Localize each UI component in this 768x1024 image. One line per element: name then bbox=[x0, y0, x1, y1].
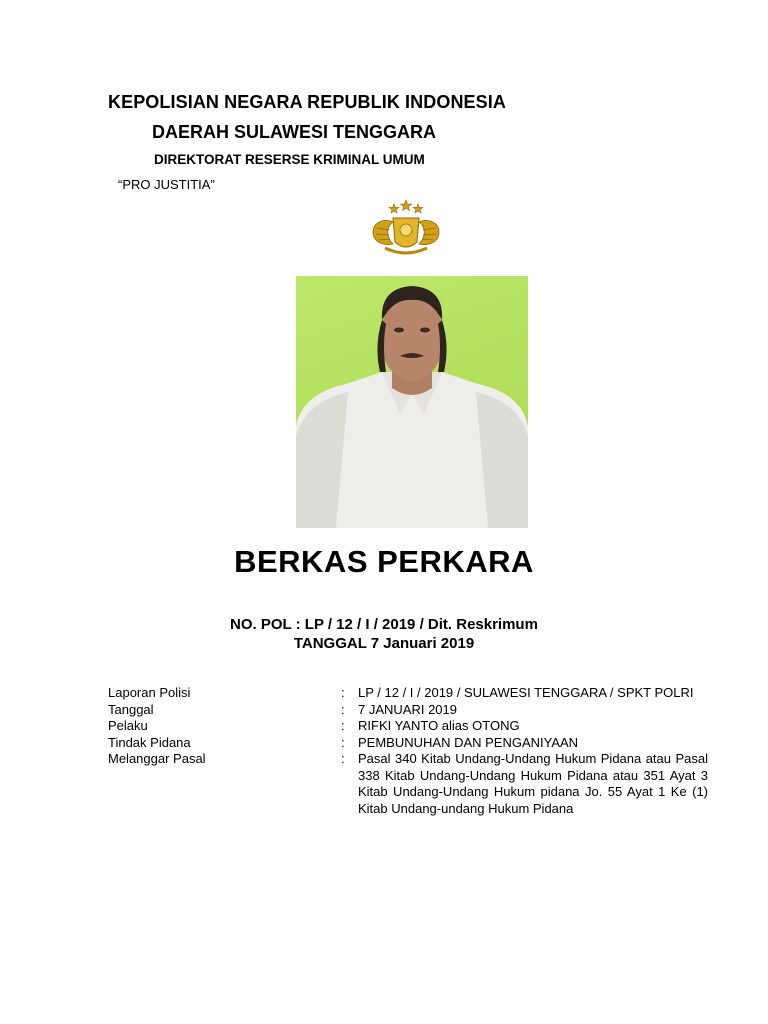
police-emblem-icon bbox=[363, 198, 449, 258]
detail-label: Pelaku bbox=[108, 718, 148, 733]
case-details bbox=[108, 685, 708, 817]
detail-colon: : bbox=[341, 734, 345, 750]
header-region: DAERAH SULAWESI TENGGARA bbox=[152, 122, 437, 142]
detail-value: PEMBUNUHAN DAN PENGANIYAAN bbox=[358, 734, 579, 750]
detail-label: Laporan Polisi bbox=[108, 685, 191, 700]
detail-value: RIFKI YANTO alias OTONG bbox=[358, 718, 520, 733]
detail-row-tindak-pidana bbox=[108, 735, 708, 752]
detail-colon: : bbox=[341, 718, 345, 733]
detail-label: Tindak Pidana bbox=[108, 734, 191, 750]
detail-row-tanggal bbox=[108, 702, 708, 719]
detail-colon: : bbox=[341, 701, 345, 717]
header-directorate: DIREKTORAT RESERSE KRIMINAL UMUM bbox=[154, 152, 425, 167]
detail-value: LP / 12 / I / 2019 / SULAWESI TENGGARA / SPKT POLRI bbox=[358, 685, 694, 700]
detail-row-pelaku bbox=[108, 718, 708, 735]
detail-row-laporan-polisi bbox=[108, 685, 708, 702]
suspect-photo bbox=[296, 276, 528, 528]
police-report-number: NO. POL : LP / 12 / I / 2019 / Dit. Reskrimum bbox=[230, 616, 538, 633]
detail-label: Melanggar Pasal bbox=[108, 751, 206, 766]
detail-colon: : bbox=[341, 685, 345, 700]
detail-value: Pasal 340 Kitab Undang-Undang Hukum Pidana atau Pasal 338 Kitab Undang-Undang Hukum Pidana atau 351 Ayat 3 Kitab Undang-Undang Hukum pidana Jo. 55 Ayat 1 Ke (1) Kitab Undang-undang Hukum Pidana bbox=[358, 751, 708, 816]
header-pro-justitia: “PRO JUSTITIA” bbox=[118, 177, 215, 192]
header-institution: KEPOLISIAN NEGARA REPUBLIK INDONESIA bbox=[108, 92, 506, 112]
report-date: TANGGAL 7 Januari 2019 bbox=[293, 635, 475, 652]
detail-row-melanggar-pasal bbox=[108, 751, 708, 817]
document-title: BERKAS PERKARA bbox=[234, 544, 534, 579]
detail-colon: : bbox=[341, 751, 345, 766]
detail-label: Tanggal bbox=[108, 701, 154, 717]
detail-value: 7 JANUARI 2019 bbox=[358, 701, 457, 717]
